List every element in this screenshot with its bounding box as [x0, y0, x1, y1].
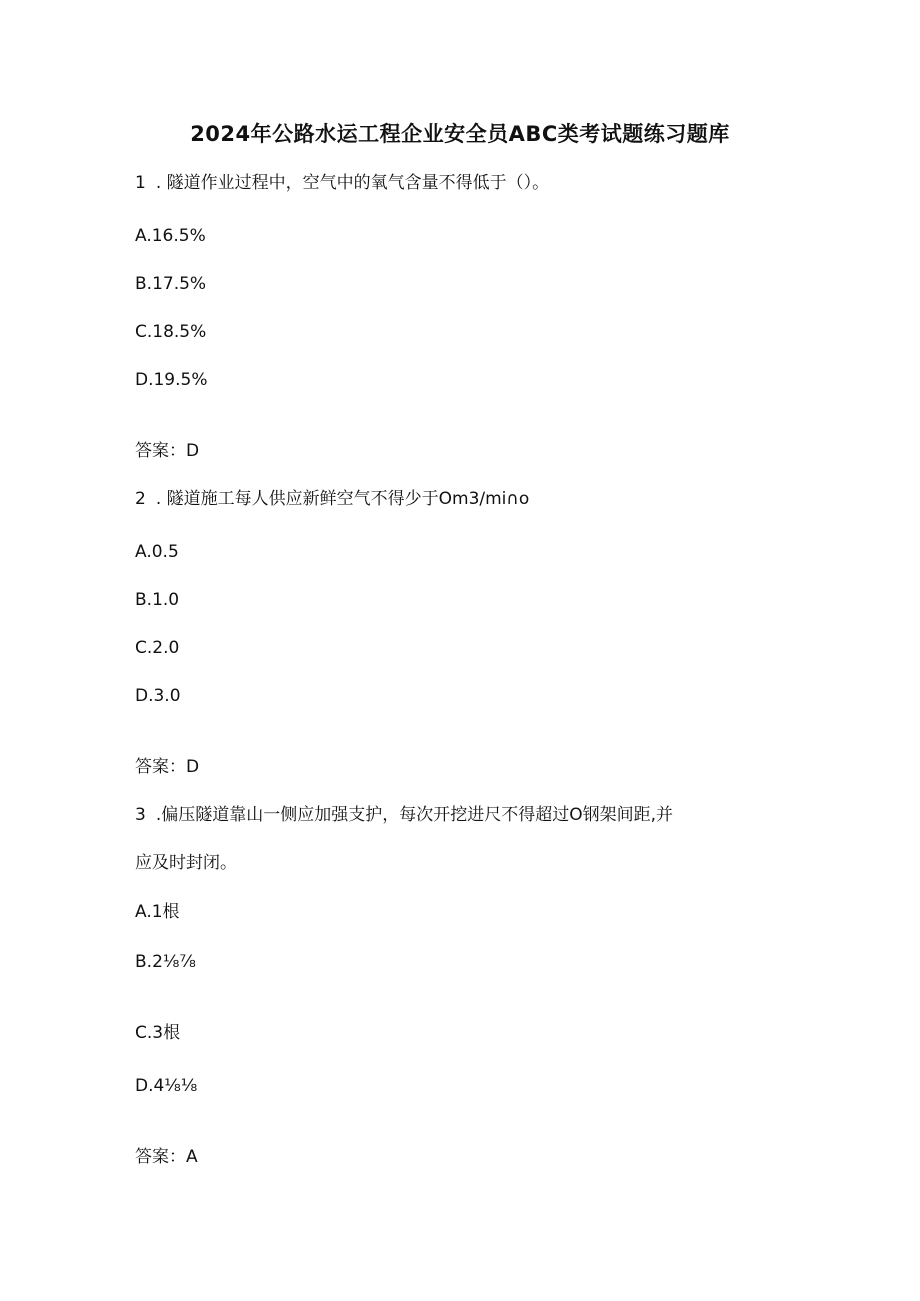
question-3-option-b: B.2⅛⅞ [135, 952, 196, 972]
question-2-stem [135, 487, 529, 511]
question-number: 1 [135, 173, 146, 193]
question-number: 2 [135, 489, 146, 509]
question-2-answer: 答案：D [135, 757, 200, 777]
question-text: .偏压隧道靠山一侧应加强支护，每次开挖进尺不得超过O钢架间距,并 [155, 805, 674, 825]
question-number: 3 [135, 805, 146, 825]
question-1-option-c: C.18.5% [135, 322, 207, 342]
question-text: . 隧道作业过程中，空气中的氧气含量不得低于（）。 [155, 173, 550, 193]
question-3-option-a: A.1根 [135, 902, 180, 922]
question-3-answer: 答案：A [135, 1147, 198, 1167]
question-2-option-c: C.2.0 [135, 638, 180, 658]
question-1-option-b: B.17.5% [135, 274, 207, 294]
question-3-stem-continued: 应及时封闭。 [135, 853, 237, 873]
question-2-option-a: A.0.5 [135, 542, 179, 562]
question-1-stem [135, 171, 549, 195]
question-3-option-c: C.3根 [135, 1023, 181, 1043]
question-3-stem [135, 803, 673, 827]
question-text: . 隧道施工每人供应新鲜空气不得少于Om3∕mi∩o [155, 489, 530, 509]
page-title: 2024年公路水运工程企业安全员ABC类考试题练习题库 [190, 122, 730, 146]
question-1-option-d: D.19.5% [135, 370, 208, 390]
question-2-option-b: B.1.0 [135, 590, 180, 610]
question-1-answer: 答案：D [135, 441, 200, 461]
question-3-option-d: D.4⅛⅛ [135, 1076, 198, 1096]
question-2-option-d: D.3.0 [135, 686, 181, 706]
question-1-option-a: A.16.5% [135, 226, 206, 246]
